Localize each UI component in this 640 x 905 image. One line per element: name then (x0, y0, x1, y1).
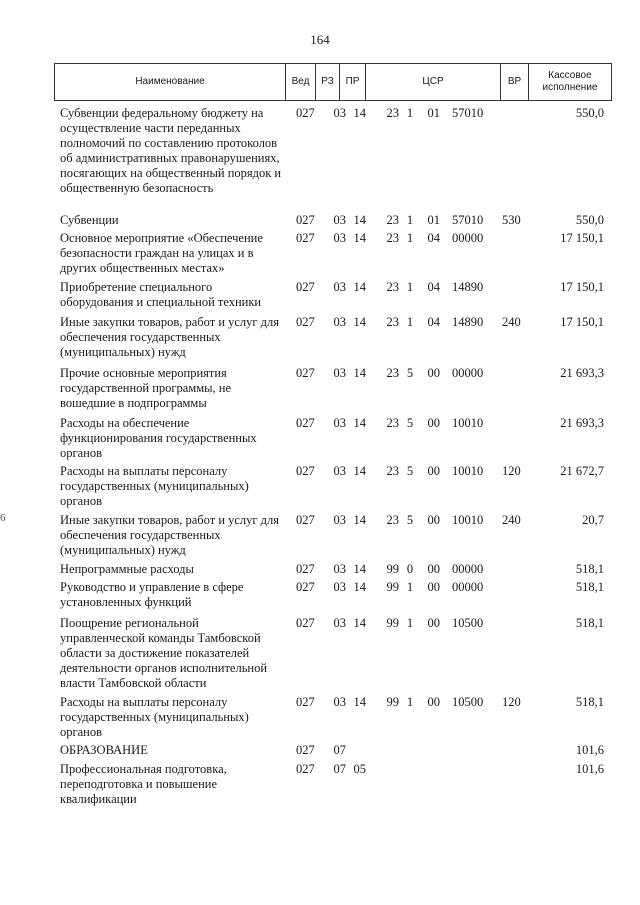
row-pr: 14 (353, 280, 366, 294)
row-csr-direction: 00000 (452, 231, 484, 245)
header-csr: ЦСР (366, 64, 501, 100)
row-vr: 240 (502, 513, 521, 527)
row-csr-direction: 57010 (452, 213, 484, 227)
row-ved: 027 (296, 743, 315, 757)
row-csr-event: 01 (427, 213, 440, 227)
row-kassovoe: 21 693,3 (560, 416, 604, 430)
row-ved: 027 (296, 464, 315, 478)
row-csr-subprogram: 1 (406, 616, 414, 630)
row-ved: 027 (296, 106, 315, 120)
row-kassovoe: 21 693,3 (560, 366, 604, 380)
row-pr: 14 (353, 416, 366, 430)
row-kassovoe: 17 150,1 (560, 315, 604, 329)
row-name: Основное мероприятие «Обеспечение безопасности граждан на улицах и в других общественных местах» (60, 231, 263, 275)
row-csr-direction: 10010 (452, 513, 484, 527)
row-name: Руководство и управление в сфере установленных функций (60, 580, 244, 609)
row-rz: 07 (333, 743, 346, 757)
row-csr-program: 23 (386, 366, 399, 380)
header-ved: Вед (286, 64, 316, 100)
header-vr: ВР (501, 64, 529, 100)
header-pr: ПР (340, 64, 366, 100)
row-csr-program: 23 (386, 513, 399, 527)
row-name: Профессиональная подготовка, переподготовка и повышение квалификации (60, 762, 227, 806)
row-csr-direction: 00000 (452, 366, 484, 380)
row-csr-direction: 14890 (452, 280, 484, 294)
row-kassovoe: 518,1 (575, 616, 604, 630)
row-kassovoe: 550,0 (575, 106, 604, 120)
row-csr-program: 99 (386, 616, 399, 630)
row-name: Расходы на выплаты персоналу государственных (муниципальных) органов (60, 695, 249, 739)
row-csr-event: 00 (427, 366, 440, 380)
row-csr-program: 99 (386, 562, 399, 576)
row-rz: 03 (333, 464, 346, 478)
row-kassovoe: 518,1 (575, 580, 604, 594)
row-csr-event: 04 (427, 280, 440, 294)
row-name: Расходы на выплаты персоналу государственных (муниципальных) органов (60, 464, 249, 508)
row-pr: 14 (353, 513, 366, 527)
row-pr: 14 (353, 231, 366, 245)
row-csr-direction: 00000 (452, 580, 484, 594)
row-csr-subprogram: 1 (406, 580, 414, 594)
row-ved: 027 (296, 366, 315, 380)
row-csr-program: 99 (386, 580, 399, 594)
row-csr-event: 01 (427, 106, 440, 120)
header-kassovoe: Кассовое исполнение (542, 70, 598, 93)
row-csr-subprogram: 1 (406, 213, 414, 227)
row-rz: 03 (333, 280, 346, 294)
row-csr-program: 23 (386, 106, 399, 120)
page-number: 164 (310, 32, 330, 47)
row-kassovoe: 21 672,7 (560, 464, 604, 478)
row-name: Иные закупки товаров, работ и услуг для обеспечения государственных (муниципальных) нужд (60, 315, 280, 359)
row-rz: 03 (333, 580, 346, 594)
row-csr-program: 23 (386, 464, 399, 478)
row-pr: 14 (353, 580, 366, 594)
row-rz: 03 (333, 616, 346, 630)
row-name: Иные закупки товаров, работ и услуг для обеспечения государственных (муниципальных) нужд (60, 513, 280, 557)
row-name: Субвенции федеральному бюджету на осуществление части переданных полномочий по составлению протоколов об административных правонарушениях, посягающих на общественный порядок и общественную безопасность (60, 106, 282, 195)
row-csr-event: 00 (427, 562, 440, 576)
row-kassovoe: 17 150,1 (560, 231, 604, 245)
row-ved: 027 (296, 580, 315, 594)
row-ved: 027 (296, 762, 315, 776)
row-csr-event: 00 (427, 695, 440, 709)
row-rz: 03 (333, 695, 346, 709)
row-kassovoe: 20,7 (582, 513, 604, 527)
row-vr: 120 (502, 695, 521, 709)
row-name: ОБРАЗОВАНИЕ (60, 743, 148, 757)
row-csr-subprogram: 1 (406, 315, 414, 329)
row-rz: 03 (333, 106, 346, 120)
row-ved: 027 (296, 562, 315, 576)
row-csr-subprogram: 5 (406, 416, 414, 430)
row-csr-subprogram: 1 (406, 280, 414, 294)
row-ved: 027 (296, 231, 315, 245)
row-pr: 05 (353, 762, 366, 776)
row-ved: 027 (296, 213, 315, 227)
row-pr: 14 (353, 366, 366, 380)
row-kassovoe: 17 150,1 (560, 280, 604, 294)
row-vr: 530 (502, 213, 521, 227)
row-ved: 027 (296, 513, 315, 527)
row-ved: 027 (296, 695, 315, 709)
row-pr: 14 (353, 464, 366, 478)
row-rz: 03 (333, 315, 346, 329)
row-csr-subprogram: 1 (406, 231, 414, 245)
row-csr-event: 00 (427, 580, 440, 594)
row-pr: 14 (353, 695, 366, 709)
row-rz: 03 (333, 231, 346, 245)
row-csr-direction: 10500 (452, 695, 484, 709)
row-pr: 14 (353, 562, 366, 576)
row-rz: 03 (333, 513, 346, 527)
row-csr-direction: 10010 (452, 416, 484, 430)
header-name: Наименование (55, 64, 286, 100)
row-csr-direction: 14890 (452, 315, 484, 329)
row-kassovoe: 518,1 (575, 695, 604, 709)
row-pr: 14 (353, 616, 366, 630)
row-name: Прочие основные мероприятия государственной программы, не вошедшие в подпрограммы (60, 366, 232, 410)
margin-mark: 6 (0, 512, 6, 524)
row-rz: 03 (333, 366, 346, 380)
row-csr-event: 00 (427, 416, 440, 430)
row-csr-subprogram: 5 (406, 513, 414, 527)
header-rz: РЗ (316, 64, 340, 100)
row-name: Приобретение специального оборудования и специальной техники (60, 280, 262, 309)
row-csr-direction: 10010 (452, 464, 484, 478)
row-ved: 027 (296, 315, 315, 329)
row-name: Непрограммные расходы (60, 562, 194, 576)
row-vr: 120 (502, 464, 521, 478)
row-csr-program: 23 (386, 416, 399, 430)
row-csr-subprogram: 1 (406, 106, 414, 120)
row-csr-program: 23 (386, 280, 399, 294)
row-pr: 14 (353, 315, 366, 329)
row-rz: 03 (333, 213, 346, 227)
row-ved: 027 (296, 616, 315, 630)
row-csr-program: 23 (386, 231, 399, 245)
row-csr-direction: 00000 (452, 562, 484, 576)
row-vr: 240 (502, 315, 521, 329)
row-rz: 03 (333, 416, 346, 430)
row-csr-event: 04 (427, 315, 440, 329)
row-csr-subprogram: 0 (406, 562, 414, 576)
row-csr-subprogram: 1 (406, 695, 414, 709)
row-pr: 14 (353, 213, 366, 227)
row-name: Расходы на обеспечение функционирования государственных органов (60, 416, 257, 460)
row-ved: 027 (296, 416, 315, 430)
row-csr-direction: 57010 (452, 106, 484, 120)
row-kassovoe: 101,6 (575, 743, 604, 757)
row-ved: 027 (296, 280, 315, 294)
row-kassovoe: 101,6 (575, 762, 604, 776)
row-csr-event: 00 (427, 464, 440, 478)
row-csr-subprogram: 5 (406, 464, 414, 478)
row-csr-program: 23 (386, 213, 399, 227)
row-csr-program: 23 (386, 315, 399, 329)
row-name: Поощрение региональной управленческой команды Тамбовской области за достижение показателей деятельности органов исполнительной власти Тамбовской области (60, 616, 268, 690)
row-csr-event: 00 (427, 616, 440, 630)
row-name: Субвенции (60, 213, 119, 227)
row-rz: 03 (333, 562, 346, 576)
row-rz: 07 (333, 762, 346, 776)
row-csr-event: 04 (427, 231, 440, 245)
row-kassovoe: 518,1 (575, 562, 604, 576)
row-csr-event: 00 (427, 513, 440, 527)
row-csr-subprogram: 5 (406, 366, 414, 380)
row-kassovoe: 550,0 (575, 213, 604, 227)
row-pr: 14 (353, 106, 366, 120)
row-csr-direction: 10500 (452, 616, 484, 630)
row-csr-program: 99 (386, 695, 399, 709)
